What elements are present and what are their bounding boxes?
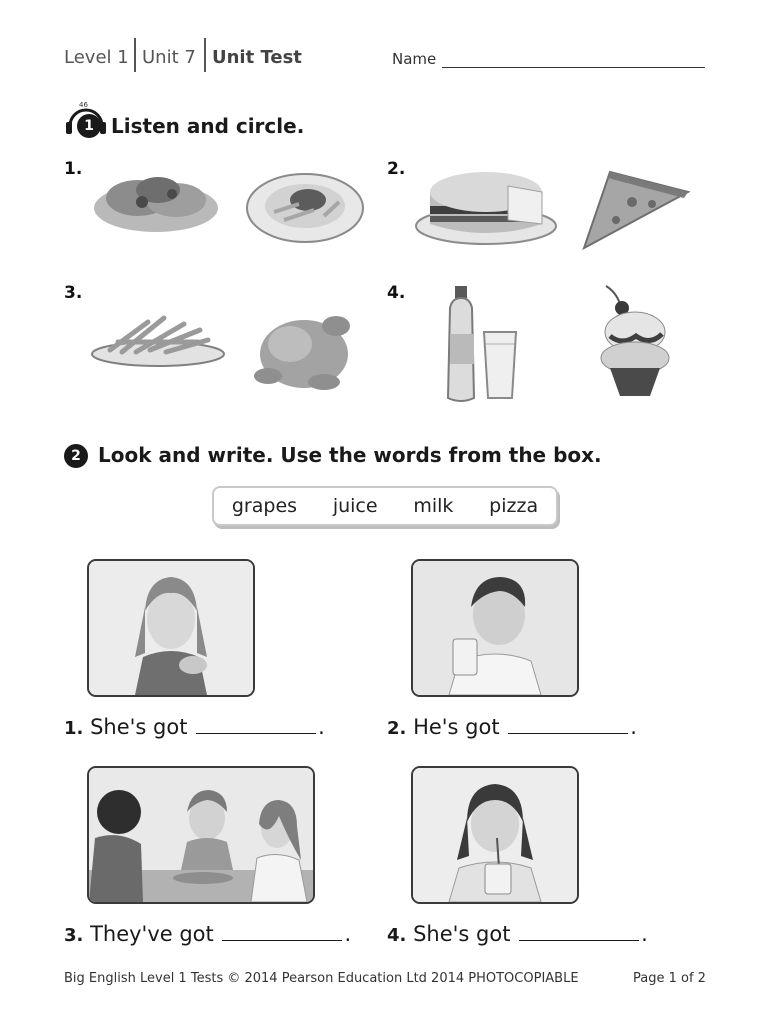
sentence-2-number: 2. (387, 718, 407, 739)
ice-cream-option[interactable] (592, 284, 678, 404)
sentence-1-text: She's got (90, 715, 188, 739)
chicken-option[interactable] (248, 300, 360, 396)
level-label: Level 1 (64, 47, 129, 68)
section-2-badge: 2 (64, 444, 88, 468)
water-option[interactable] (440, 284, 520, 404)
word-box-item: juice (332, 495, 378, 517)
sentence-1 (64, 715, 325, 739)
footer-copyright: Big English Level 1 Tests © 2014 Pearson Education Ltd 2014 PHOTOCOPIABLE (64, 971, 579, 986)
answer-blank-3[interactable] (222, 922, 342, 941)
word-box (212, 486, 558, 526)
sentence-3 (64, 922, 351, 946)
sentence-1-end: . (318, 715, 325, 739)
sentence-3-text: They've got (90, 922, 214, 946)
sentence-2-end: . (630, 715, 637, 739)
header-divider (204, 38, 206, 72)
section-1-title: Listen and circle. (111, 114, 305, 138)
answer-blank-2[interactable] (508, 715, 628, 734)
word-box-item: grapes (231, 495, 298, 517)
photo-children-pizza (87, 766, 315, 904)
word-box-item: milk (413, 495, 454, 517)
french-fries-option[interactable] (88, 310, 228, 372)
pasta-option[interactable] (244, 164, 366, 244)
sentence-3-number: 3. (64, 925, 84, 946)
section-1-badge: 1 (77, 114, 101, 138)
audio-track-number: 46 (79, 101, 88, 109)
photo-girl-eating (87, 559, 255, 697)
question-3-number: 3. (64, 283, 83, 303)
pizza-option[interactable] (582, 168, 692, 252)
sentence-2 (387, 715, 637, 739)
sentence-4-text: She's got (413, 922, 511, 946)
photo-boy-drinking (411, 559, 579, 697)
test-title: Unit Test (212, 47, 302, 68)
sentence-4 (387, 922, 648, 946)
cake-option[interactable] (412, 162, 560, 250)
photo-girl-drinking (411, 766, 579, 904)
word-box-item: pizza (489, 495, 539, 517)
question-4-number: 4. (387, 283, 406, 303)
sentence-1-number: 1. (64, 718, 84, 739)
footer-page-number: Page 1 of 2 (633, 971, 706, 986)
sentence-2-text: He's got (413, 715, 500, 739)
sentence-3-end: . (344, 922, 352, 946)
unit-label: Unit 7 (142, 47, 196, 68)
name-label: Name (392, 50, 437, 68)
question-1-number: 1. (64, 159, 83, 179)
question-2-number: 2. (387, 159, 406, 179)
sentence-4-number: 4. (387, 925, 407, 946)
answer-blank-1[interactable] (196, 715, 316, 734)
name-field[interactable] (442, 67, 705, 68)
header-divider (134, 38, 136, 72)
section-2-title: Look and write. Use the words from the box. (98, 443, 602, 467)
salad-option[interactable] (88, 160, 224, 240)
answer-blank-4[interactable] (519, 922, 639, 941)
sentence-4-end: . (641, 922, 648, 946)
